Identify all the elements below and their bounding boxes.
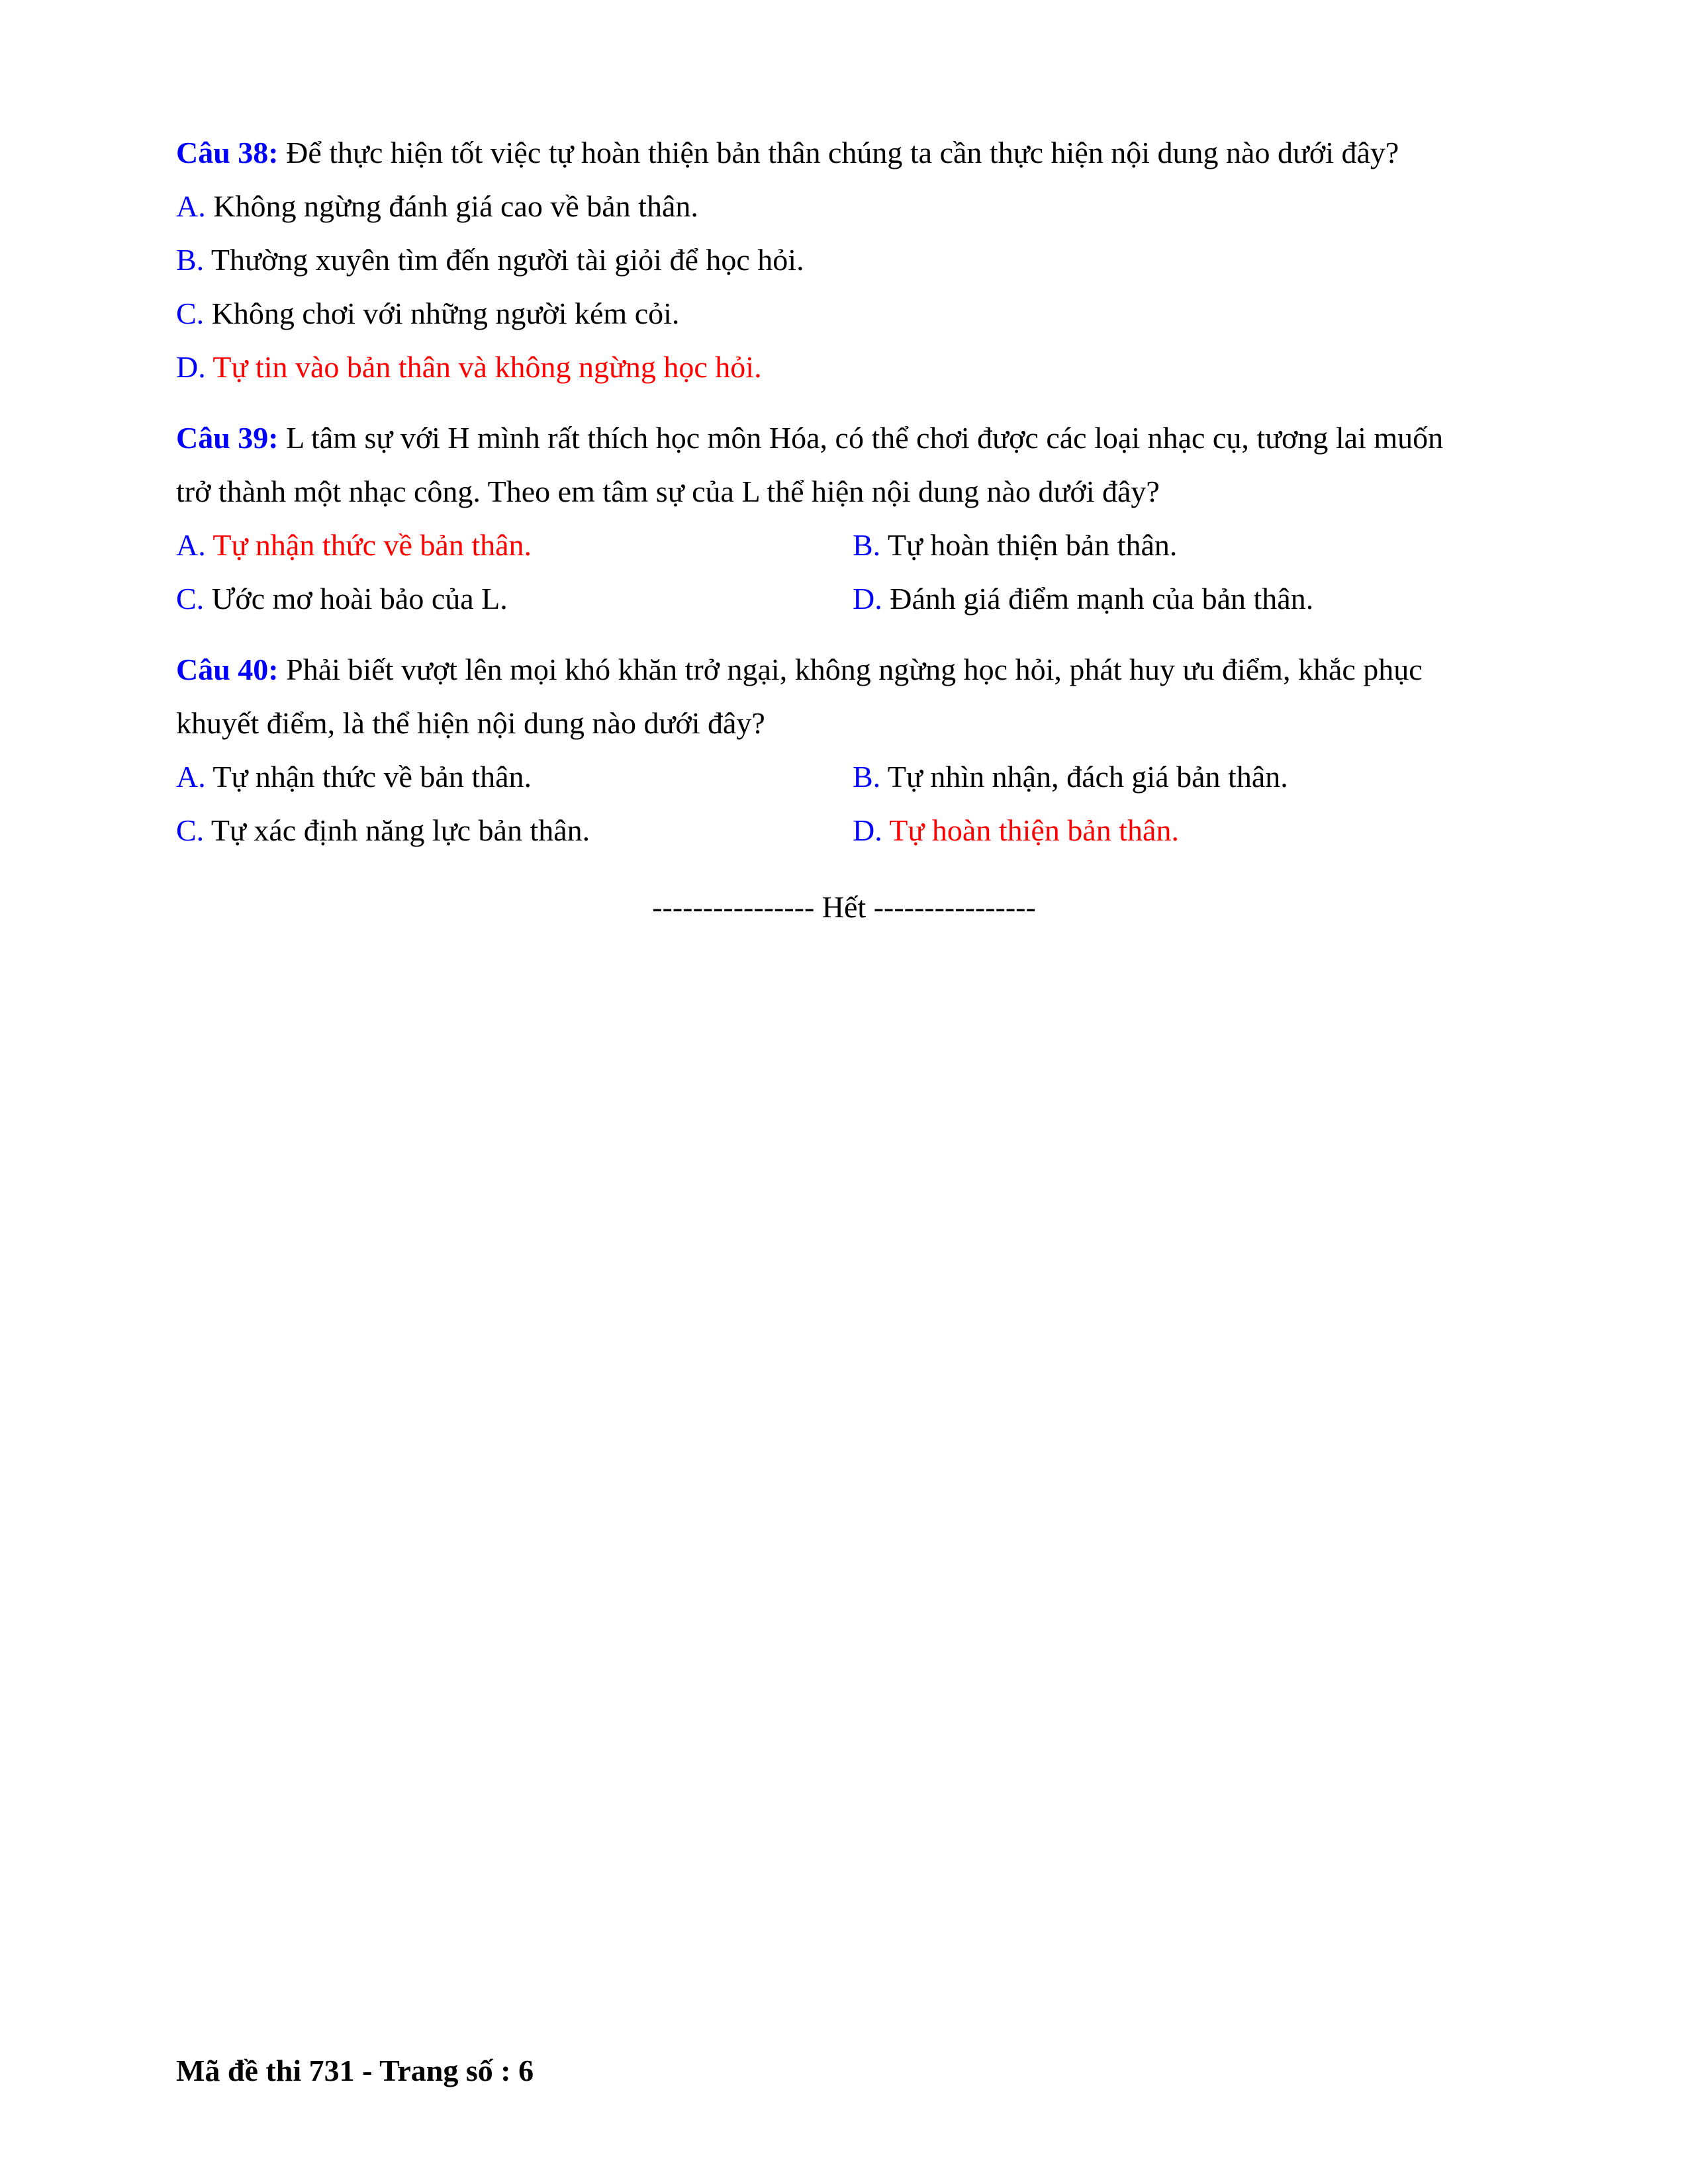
- question-39-option-d: [853, 572, 1488, 625]
- question-39-options: [176, 518, 1500, 625]
- question-38-number: Câu 38:: [176, 136, 279, 169]
- option-text: Đánh giá điểm mạnh của bản thân.: [890, 582, 1314, 615]
- question-39-option-a-correct: [176, 518, 853, 572]
- question-38-option-b: [176, 233, 1500, 287]
- option-letter: B.: [853, 760, 881, 794]
- question-40-option-d-correct: [853, 803, 1488, 857]
- option-text: Tự nhận thức về bản thân.: [212, 528, 532, 562]
- question-38-option-d-correct: [176, 340, 1500, 394]
- page-footer: Mã đề thi 731 - Trang số : 6: [176, 2054, 534, 2087]
- option-text: Ước mơ hoài bảo của L.: [211, 582, 508, 615]
- question-39-text: L tâm sự với H mình rất thích học môn Hóa, có thể chơi được các loại nhạc cụ, tương lai muốn: [286, 421, 1444, 455]
- question-38-stem: [176, 126, 1500, 179]
- option-text: Không chơi với những người kém cỏi.: [211, 296, 680, 330]
- option-text: Tự xác định năng lực bản thân.: [211, 813, 590, 847]
- question-39-option-c: [176, 572, 853, 625]
- option-letter: C.: [176, 813, 205, 847]
- question-40: [176, 643, 1500, 857]
- option-letter: D.: [853, 582, 882, 615]
- question-40-options: [176, 750, 1500, 857]
- question-39-stem-line-2: trở thành một nhạc công. Theo em tâm sự của L thể hiện nội dung nào dưới đây?: [176, 475, 1160, 508]
- option-letter: C.: [176, 296, 205, 330]
- question-40-text: Phải biết vượt lên mọi khó khăn trở ngại, không ngừng học hỏi, phát huy ưu điểm, khắc phục: [286, 653, 1423, 686]
- option-letter: A.: [176, 189, 206, 223]
- question-40-stem-line-2: khuyết điểm, là thể hiện nội dung nào dưới đây?: [176, 706, 765, 740]
- end-of-exam-marker: ---------------- Hết ----------------: [652, 890, 1036, 924]
- option-letter: A.: [176, 760, 206, 794]
- question-40-number: Câu 40:: [176, 653, 279, 686]
- option-text: Tự nhận thức về bản thân.: [212, 760, 532, 794]
- question-38-text: Để thực hiện tốt việc tự hoàn thiện bản thân chúng ta cần thực hiện nội dung nào dưới đây?: [286, 136, 1399, 169]
- question-39-number: Câu 39:: [176, 421, 279, 455]
- option-letter: C.: [176, 582, 205, 615]
- option-text: Không ngừng đánh giá cao về bản thân.: [213, 189, 698, 223]
- question-40-option-b: [853, 750, 1488, 803]
- question-39-stem-line-1: [176, 411, 1500, 465]
- question-39: [176, 411, 1500, 625]
- question-39-option-b: [853, 518, 1488, 572]
- option-text: Tự hoàn thiện bản thân.: [889, 813, 1179, 847]
- option-text: Tự nhìn nhận, đách giá bản thân.: [887, 760, 1288, 794]
- question-40-option-a: [176, 750, 853, 803]
- option-letter: A.: [176, 528, 206, 562]
- option-text: Tự hoàn thiện bản thân.: [887, 528, 1178, 562]
- question-38: [176, 126, 1500, 394]
- question-38-option-a: [176, 179, 1500, 233]
- option-text: Thường xuyên tìm đến người tài giỏi để học hỏi.: [211, 243, 804, 277]
- question-38-option-c: [176, 287, 1500, 340]
- option-letter: D.: [853, 813, 882, 847]
- option-letter: B.: [176, 243, 205, 277]
- option-letter: D.: [176, 350, 206, 384]
- option-text: Tự tin vào bản thân và không ngừng học hỏi.: [212, 350, 762, 384]
- question-40-option-c: [176, 803, 853, 857]
- exam-page: [176, 126, 1500, 874]
- question-40-stem-line-1: [176, 643, 1500, 696]
- option-letter: B.: [853, 528, 881, 562]
